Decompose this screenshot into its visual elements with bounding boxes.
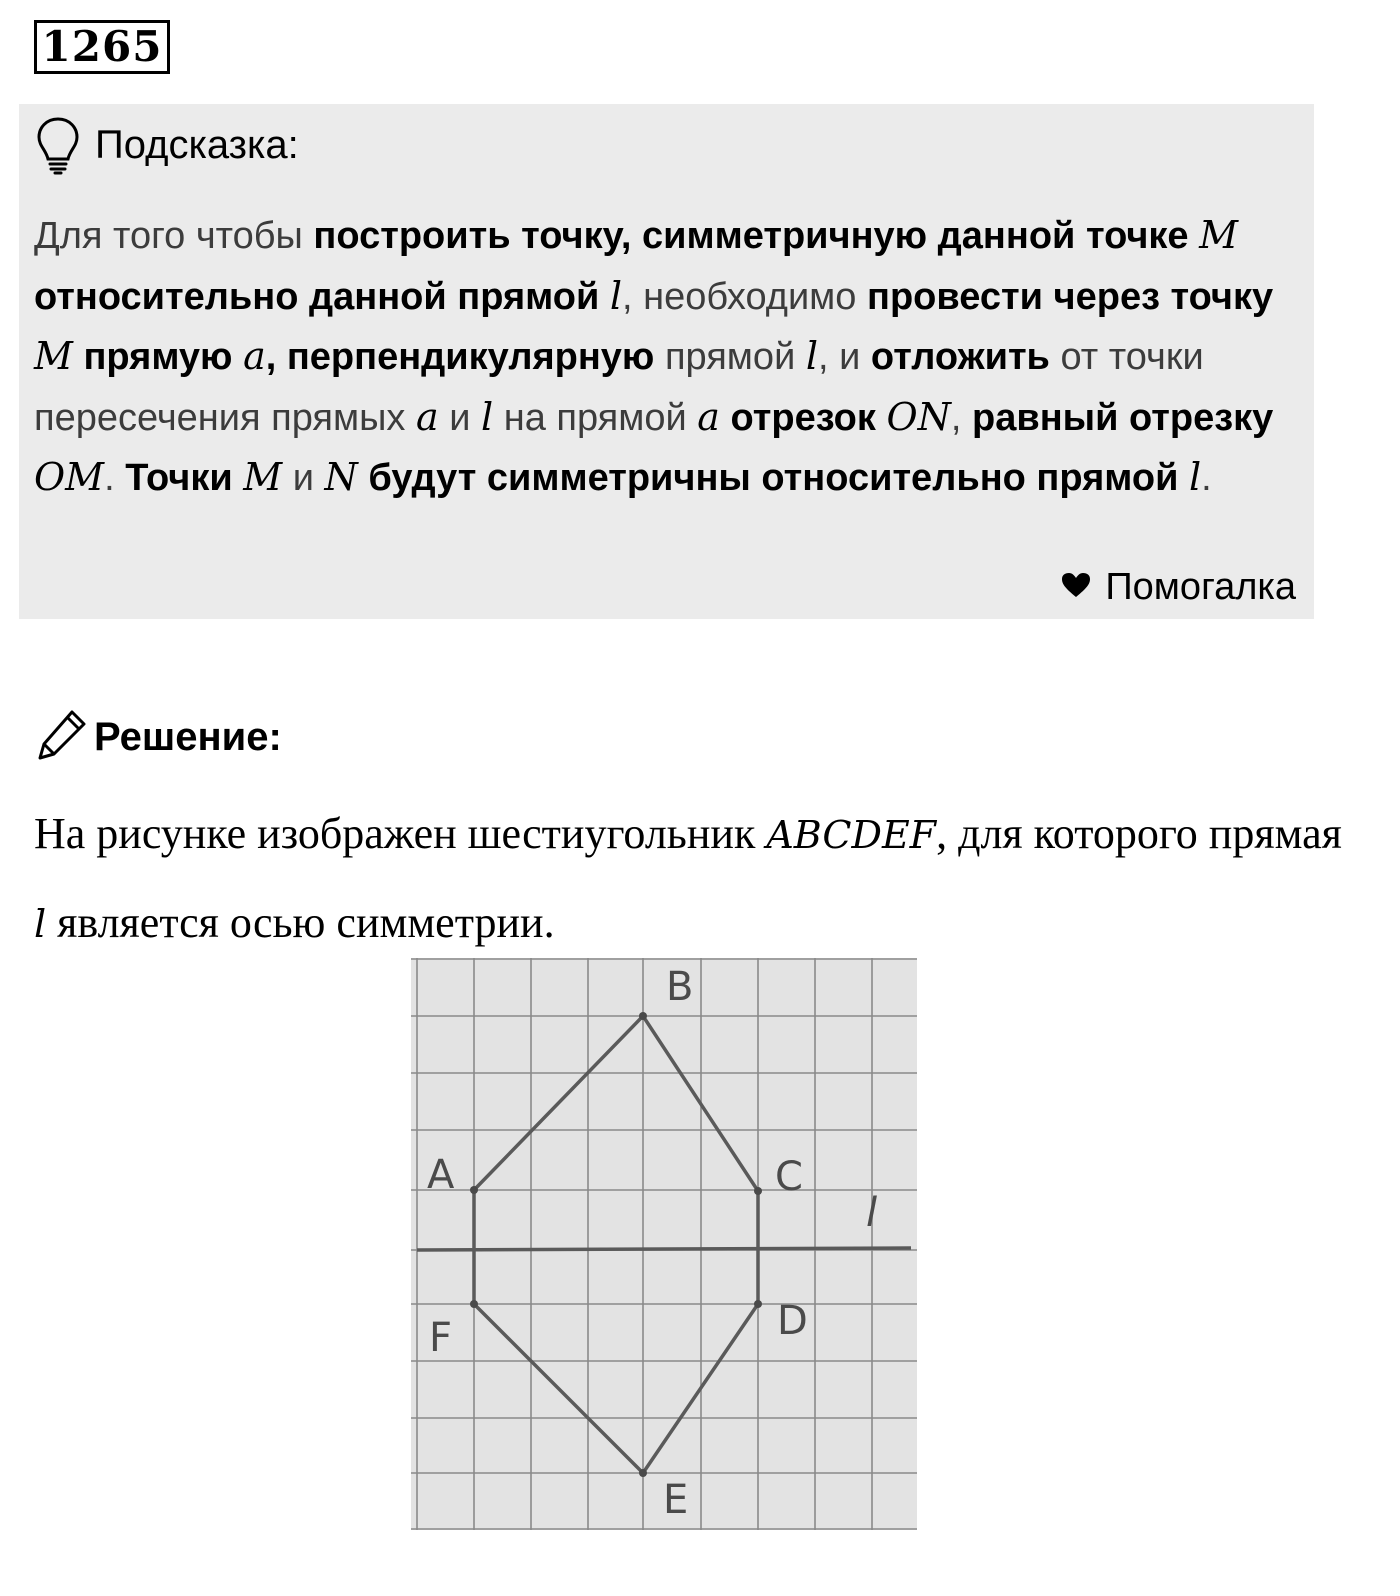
label-c: C <box>775 1154 803 1200</box>
vertex-b <box>639 1012 647 1020</box>
brand-label: Помогалка <box>1105 566 1296 608</box>
heart-icon <box>1061 572 1091 603</box>
brand-signature <box>1061 566 1296 609</box>
vertex-c <box>754 1187 762 1195</box>
hint-math-symbol: a <box>697 394 720 439</box>
vertex-d <box>754 1300 762 1308</box>
line-name: l <box>34 902 47 946</box>
hexagon-figure <box>411 958 917 1530</box>
solution-text-part: является осью симметрии. <box>46 898 555 947</box>
hint-plain-text: . <box>1201 457 1212 499</box>
hint-text <box>34 206 1294 509</box>
hint-math-symbol: N <box>324 455 358 499</box>
hint-bold-text: провести через точку <box>867 275 1274 318</box>
hint-plain-text: и <box>282 457 325 499</box>
label-b: B <box>666 964 694 1010</box>
hint-math-symbol: ON <box>886 394 951 439</box>
label-e: E <box>663 1477 689 1523</box>
hint-title: Подсказка: <box>95 122 299 167</box>
hexagon-name: ABCDEF <box>766 813 937 857</box>
hint-math-symbol: M <box>243 455 283 499</box>
hint-plain-text: , <box>950 396 972 439</box>
hint-panel <box>19 104 1314 619</box>
hint-plain-text: на прямой <box>493 396 698 439</box>
pencil-icon <box>36 708 88 767</box>
problem-number: 1265 <box>34 20 170 74</box>
hint-bold-text: отрезок <box>719 396 887 439</box>
label-d: D <box>777 1298 808 1344</box>
hint-bold-text: построить точку, симметричную данной точке <box>313 215 1200 257</box>
lightbulb-icon <box>35 115 81 175</box>
hint-bold-text: , перпендикулярную <box>265 336 655 378</box>
hint-plain-text: и <box>438 396 481 439</box>
hint-bold-text: будут симметричны относительно прямой <box>357 457 1189 499</box>
label-f: F <box>429 1315 453 1361</box>
solution-header <box>36 705 282 769</box>
hint-math-symbol: l <box>609 273 623 318</box>
hint-math-symbol: l <box>1189 455 1202 499</box>
hint-math-symbol: l <box>805 334 819 378</box>
vertex-f <box>470 1300 478 1308</box>
hint-math-symbol: l <box>481 394 494 439</box>
hint-plain-text: прямой <box>654 336 806 378</box>
solution-title: Решение: <box>94 714 282 759</box>
vertex-a <box>470 1186 478 1194</box>
vertex-e <box>639 1469 647 1477</box>
hint-math-symbol: M <box>34 334 73 378</box>
hint-math-symbol: M <box>1199 213 1239 257</box>
solution-text <box>34 790 1354 968</box>
hint-plain-text: , необходимо <box>622 275 867 318</box>
solution-text-part: , для которого прямая <box>936 809 1342 858</box>
label-a: A <box>427 1152 455 1198</box>
hint-header <box>35 114 299 176</box>
hint-bold-text: равный отрезку <box>972 396 1274 439</box>
hint-bold-text: прямую <box>72 336 244 378</box>
hint-bold-text: относительно данной прямой <box>34 275 610 318</box>
hint-plain-text: Для того чтобы <box>34 215 314 257</box>
hint-math-symbol: a <box>243 334 266 378</box>
hint-math-symbol: a <box>416 394 439 439</box>
hexagon-drawing <box>411 958 917 1530</box>
label-l: l <box>866 1190 878 1236</box>
solution-text-part: На рисунке изображен шестиугольник <box>34 809 767 858</box>
hint-math-symbol: OM <box>34 455 105 499</box>
symmetry-line-l <box>417 1248 911 1250</box>
hint-plain-text: от точки пересечения прямых <box>34 336 1204 439</box>
hint-bold-text: Точки <box>125 457 244 499</box>
hint-bold-text: отложить <box>870 336 1050 378</box>
hint-plain-text: , и <box>818 336 871 378</box>
hint-plain-text: . <box>104 457 126 499</box>
